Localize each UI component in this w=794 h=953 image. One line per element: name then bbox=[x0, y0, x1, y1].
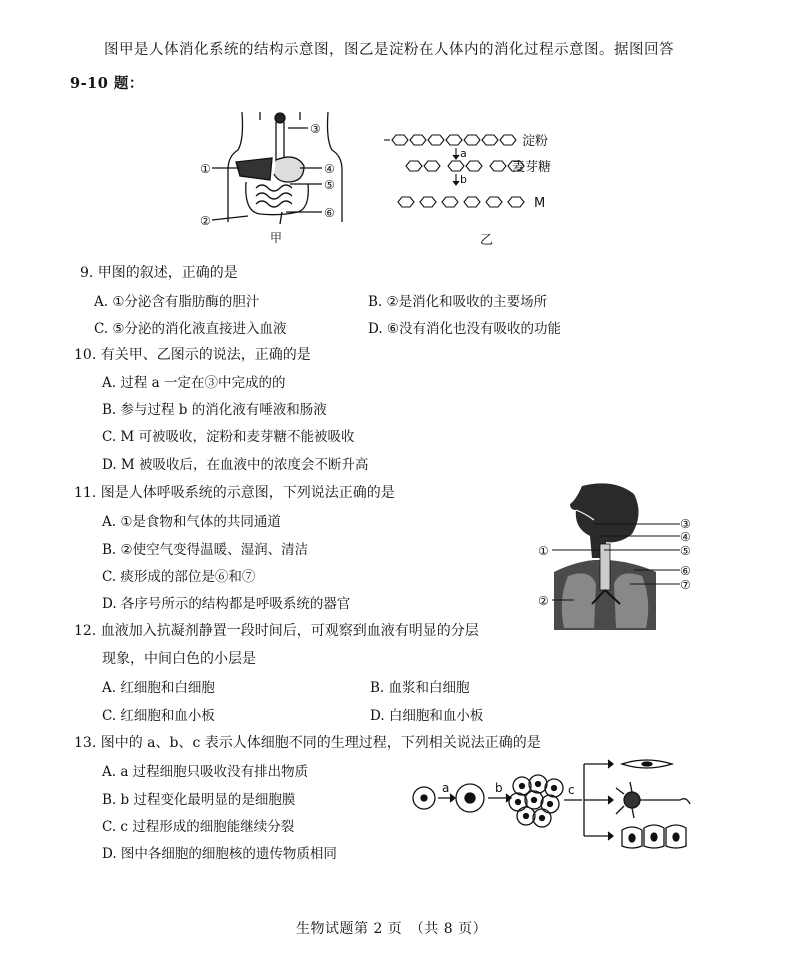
starch-digestion-figure bbox=[384, 126, 564, 250]
label-jia-5: ⑤ bbox=[324, 178, 335, 192]
q10-stem: 10. 有关甲、乙图示的说法，正确的是 bbox=[74, 347, 311, 363]
resp-label-3: ③ bbox=[680, 517, 691, 531]
intro-line-1: 图甲是人体消化系统的结构示意图，图乙是淀粉在人体内的消化过程示意图。据图回答 bbox=[104, 42, 674, 58]
page-footer: 生物试题第 2 页 （共 8 页） bbox=[296, 921, 488, 937]
resp-label-7: ⑦ bbox=[680, 578, 691, 592]
respiratory-system-figure bbox=[534, 480, 704, 644]
resp-label-2: ② bbox=[538, 594, 549, 608]
q12-option-a: A. 红细胞和白细胞 bbox=[102, 680, 215, 696]
q11-option-c: C. 痰形成的部位是⑥和⑦ bbox=[102, 569, 256, 585]
resp-label-1: ① bbox=[538, 544, 549, 558]
label-jia-1: ① bbox=[200, 162, 211, 176]
q11-option-b: B. ②使空气变得温暖、湿润、清洁 bbox=[102, 542, 309, 558]
label-jia-3: ③ bbox=[310, 122, 321, 136]
label-arrow-b: b bbox=[460, 173, 467, 186]
q12-option-d: D. 白细胞和血小板 bbox=[370, 708, 484, 724]
cell-label-c: c bbox=[568, 783, 575, 797]
caption-yi: 乙 bbox=[480, 233, 494, 248]
q9-option-d: D. ⑥没有消化也没有吸收的功能 bbox=[368, 321, 562, 337]
cell-label-b: b bbox=[495, 781, 503, 795]
q13-option-a: A. a 过程细胞只吸收没有排出物质 bbox=[102, 764, 309, 780]
label-maltose: 麦芽糖 bbox=[512, 160, 552, 175]
q10-option-a: A. 过程 a 一定在③中完成的的 bbox=[102, 375, 286, 391]
resp-label-4: ④ bbox=[680, 530, 691, 544]
label-jia-2: ② bbox=[200, 214, 211, 228]
label-jia-4: ④ bbox=[324, 162, 335, 176]
cell-label-a: a bbox=[442, 781, 450, 795]
resp-label-5: ⑤ bbox=[680, 544, 691, 558]
label-arrow-a: a bbox=[460, 147, 467, 160]
q12-stem-line-1: 12. 血液加入抗凝剂静置一段时间后，可观察到血液有明显的分层 bbox=[74, 623, 479, 639]
label-starch: 淀粉 bbox=[522, 134, 549, 149]
q13-option-c: C. c 过程形成的细胞能继续分裂 bbox=[102, 819, 295, 835]
q9-option-c: C. ⑤分泌的消化液直接进入血液 bbox=[94, 321, 287, 337]
q10-option-c: C. M 可被吸收，淀粉和麦芽糖不能被吸收 bbox=[102, 429, 355, 445]
label-m: M bbox=[534, 196, 546, 211]
q11-option-a: A. ①是食物和气体的共同通道 bbox=[102, 514, 281, 530]
q13-stem: 13. 图中的 a、b、c 表示人体细胞不同的生理过程，下列相关说法正确的是 bbox=[74, 735, 541, 751]
q12-stem-line-2: 现象，中间白色的小层是 bbox=[102, 651, 256, 667]
q10-option-d: D. M 被吸收后，在血液中的浓度会不断升高 bbox=[102, 457, 369, 473]
q12-option-b: B. 血浆和白细胞 bbox=[370, 680, 470, 696]
digestive-system-figure bbox=[200, 100, 360, 250]
q11-option-d: D. 各序号所示的结构都是呼吸系统的器官 bbox=[102, 596, 351, 612]
q13-option-b: B. b 过程变化最明显的是细胞膜 bbox=[102, 792, 296, 808]
q10-option-b: B. 参与过程 b 的消化液有唾液和肠液 bbox=[102, 402, 327, 418]
q13-option-d: D. 图中各细胞的细胞核的遗传物质相同 bbox=[102, 846, 337, 862]
label-jia-6: ⑥ bbox=[324, 206, 335, 220]
q9-stem: 9. 甲图的叙述，正确的是 bbox=[80, 265, 238, 281]
caption-jia: 甲 bbox=[270, 231, 283, 245]
q12-option-c: C. 红细胞和血小板 bbox=[102, 708, 215, 724]
q9-option-a: A. ①分泌含有脂肪酶的胆汁 bbox=[94, 294, 260, 310]
cell-process-figure bbox=[410, 756, 700, 856]
resp-label-6: ⑥ bbox=[680, 564, 691, 578]
q11-stem: 11. 图是人体呼吸系统的示意图，下列说法正确的是 bbox=[74, 485, 395, 501]
intro-line-2: 9-10 题： bbox=[70, 75, 144, 92]
q9-option-b: B. ②是消化和吸收的主要场所 bbox=[368, 294, 548, 310]
